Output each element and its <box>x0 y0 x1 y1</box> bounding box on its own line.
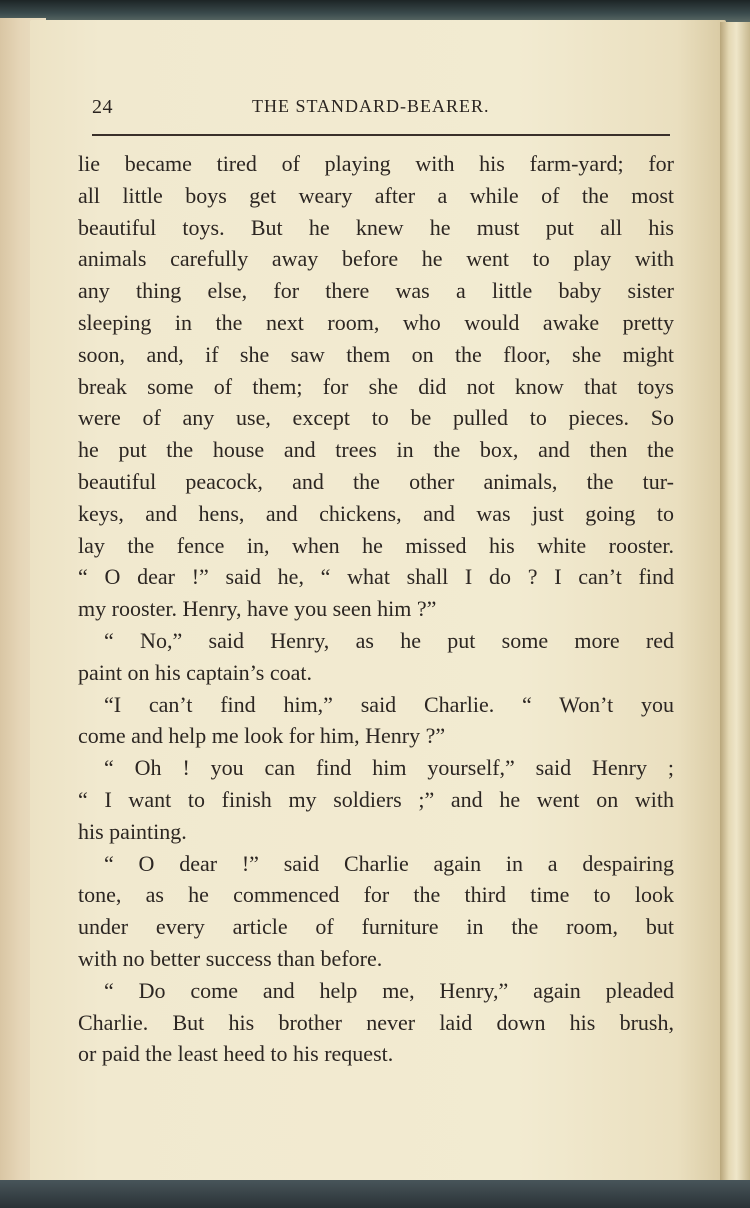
text-line: animals carefully away before he went to play with <box>78 246 674 272</box>
text-line: he put the house and trees in the box, and then the <box>78 437 674 463</box>
page-number: 24 <box>92 96 113 118</box>
text-line: break some of them; for she did not know that toys <box>78 373 674 399</box>
running-head <box>92 96 672 126</box>
text-line: sleeping in the next room, who would awake pretty <box>78 309 674 335</box>
text-line: “ Oh ! you can find him yourself,” said Henry ; <box>104 755 674 781</box>
text-line: his painting. <box>78 818 187 844</box>
text-line: soon, and, if she saw them on the floor, she might <box>78 341 674 367</box>
text-line: “ I want to finish my soldiers ;” and he went on with <box>78 786 674 812</box>
text-line: keys, and hens, and chickens, and was just going to <box>78 500 674 526</box>
text-line: under every article of furniture in the room, but <box>78 914 674 940</box>
text-line: my rooster. Henry, have you seen him ?” <box>78 596 437 622</box>
text-line: Charlie. But his brother never laid down his brush, <box>78 1009 674 1035</box>
text-line: or paid the least heed to his request. <box>78 1041 394 1067</box>
text-line: any thing else, for there was a little baby sister <box>78 278 674 304</box>
text-line: lay the fence in, when he missed his white rooster. <box>78 532 674 558</box>
text-line: were of any use, except to be pulled to pieces. So <box>78 405 674 431</box>
book-top-edge <box>0 0 750 22</box>
text-line: lie became tired of playing with his farm-yard; for <box>78 151 674 176</box>
text-line: “ O dear !” said Charlie again in a despairing <box>104 850 674 876</box>
text-line: paint on his captain’s coat. <box>78 659 312 685</box>
header-rule <box>92 134 670 136</box>
text-line: beautiful peacock, and the other animals, the tur- <box>78 468 674 494</box>
text-line: beautiful toys. But he knew he must put all his <box>78 214 674 240</box>
body-text <box>78 148 674 1070</box>
book-gutter <box>720 22 750 1182</box>
running-title: THE STANDARD-BEARER. <box>252 96 490 116</box>
text-line: “I can’t find him,” said Charlie. “ Won’t you <box>104 691 674 717</box>
text-line: come and help me look for him, Henry ?” <box>78 723 446 749</box>
text-line: “ O dear !” said he, “ what shall I do ? I can’t find <box>78 564 674 590</box>
text-line: with no better success than before. <box>78 945 383 971</box>
book-bottom-edge <box>0 1180 750 1208</box>
text-line: all little boys get weary after a while of the most <box>78 182 674 208</box>
text-line: “ Do come and help me, Henry,” again pleaded <box>104 977 674 1003</box>
text-line: “ No,” said Henry, as he put some more red <box>104 627 674 653</box>
text-line: tone, as he commenced for the third time to look <box>78 882 674 908</box>
